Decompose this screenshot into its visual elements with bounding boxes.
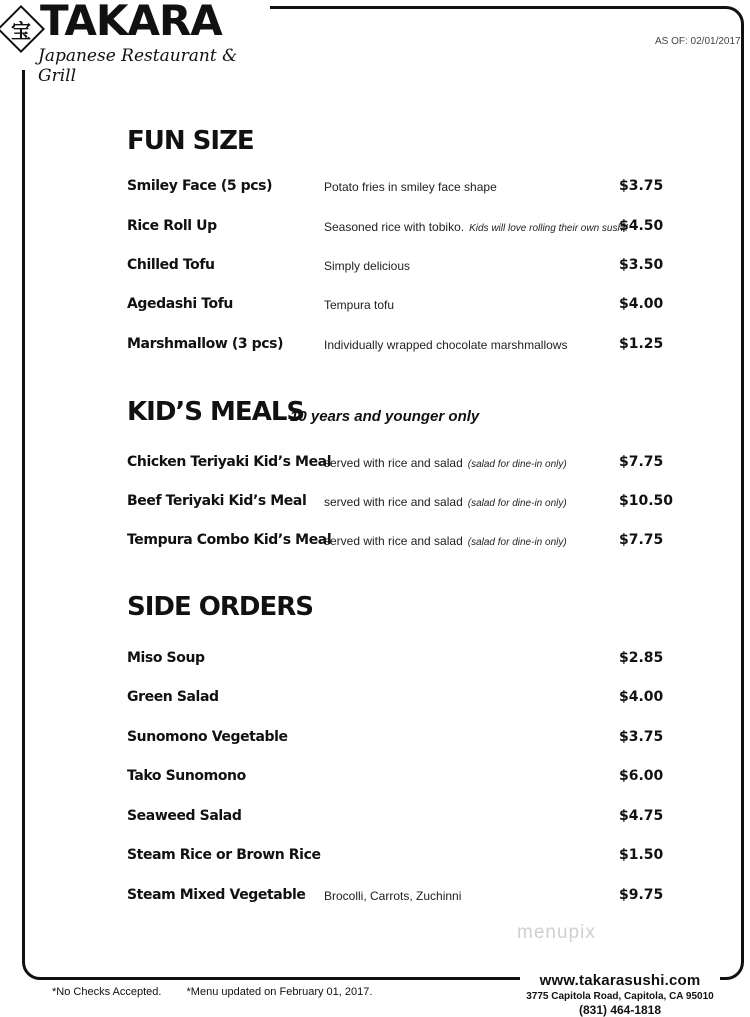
menu-item-price: $4.50 (619, 218, 664, 234)
website-link[interactable]: www.takarasushi.com (539, 972, 701, 989)
menu-item-description: served with rice and salad (salad for dine-in only) (324, 456, 567, 470)
menu-item-price: $7.75 (619, 454, 664, 470)
menu-item-name: Seaweed Salad (127, 808, 242, 824)
menu-item-price: $4.00 (619, 689, 664, 705)
section-note-kids-meals: 10 years and younger only (290, 408, 480, 425)
menu-item-price: $4.75 (619, 808, 664, 824)
menu-item-price: $10.50 (619, 493, 674, 509)
menu-item-price: $1.50 (619, 847, 664, 863)
menu-item-name: Marshmallow (3 pcs) (127, 336, 284, 352)
menu-item-price: $3.75 (619, 178, 664, 194)
menu-item-description: served with rice and salad (salad for dine-in only) (324, 495, 567, 509)
menu-item-name: Rice Roll Up (127, 218, 217, 234)
menu-item-name: Green Salad (127, 689, 219, 705)
watermark-text: menupix (517, 922, 596, 943)
menu-item-description: Individually wrapped chocolate marshmallows (324, 338, 568, 352)
menu-updated-note: *Menu updated on February 01, 2017. (186, 986, 373, 998)
section-title-fun-size: FUN SIZE (127, 126, 254, 156)
menu-item-note: (salad for dine-in only) (467, 498, 567, 509)
menu-item-name: Beef Teriyaki Kid’s Meal (127, 493, 307, 509)
logo-character: 宝 (11, 20, 31, 43)
menu-item-note: (salad for dine-in only) (467, 537, 567, 548)
menu-item-description: Potato fries in smiley face shape (324, 180, 497, 194)
menu-item-name: Agedashi Tofu (127, 296, 233, 312)
footer-contact (520, 970, 720, 1017)
menu-item-price: $9.75 (619, 887, 664, 903)
menu-item-description: served with rice and salad (salad for dine-in only) (324, 534, 567, 548)
menu-item-name: Chilled Tofu (127, 257, 215, 273)
menu-item-price: $6.00 (619, 768, 664, 784)
menu-item-description: Brocolli, Carrots, Zuchinni (324, 889, 462, 903)
as-of-date: AS OF: 02/01/2017 (655, 36, 741, 47)
section-title-side-orders: SIDE ORDERS (127, 592, 314, 622)
menu-item-description: Simply delicious (324, 259, 411, 273)
menu-item-name: Smiley Face (5 pcs) (127, 178, 273, 194)
menu-item-name: Tempura Combo Kid’s Meal (127, 532, 332, 548)
menu-item-price: $1.25 (619, 336, 664, 352)
menu-item-description: Seasoned rice with tobiko. Kids will love rolling their own sushi! (324, 220, 629, 234)
no-checks-note: *No Checks Accepted. (52, 986, 162, 998)
menu-item-price: $3.50 (619, 257, 664, 273)
menu-item-name: Chicken Teriyaki Kid’s Meal (127, 454, 332, 470)
menu-item-name: Steam Mixed Vegetable (127, 887, 306, 903)
menu-item-name: Sunomono Vegetable (127, 729, 288, 745)
menu-item-name: Steam Rice or Brown Rice (127, 847, 321, 863)
menu-item-description: Tempura tofu (324, 298, 395, 312)
menu-item-note: (salad for dine-in only) (467, 459, 567, 470)
menu-item-note: Kids will love rolling their own sushi! (469, 223, 629, 234)
logo (0, 0, 270, 86)
phone-number: (831) 464-1818 (578, 1003, 662, 1017)
menu-item-name: Miso Soup (127, 650, 205, 666)
brand-name: TAKARA (40, 0, 222, 45)
brand-tagline: Japanese Restaurant & Grill (38, 46, 238, 86)
menu-item-name: Tako Sunomono (127, 768, 246, 784)
menu-item-price: $7.75 (619, 532, 664, 548)
menu-item-price: $2.85 (619, 650, 664, 666)
menu-item-price: $3.75 (619, 729, 664, 745)
footer-notes (52, 986, 394, 998)
section-title-kids-meals: KID’S MEALS (127, 397, 305, 427)
menu-item-price: $4.00 (619, 296, 664, 312)
address: 3775 Capitola Road, Capitola, CA 95010 (526, 991, 714, 1002)
